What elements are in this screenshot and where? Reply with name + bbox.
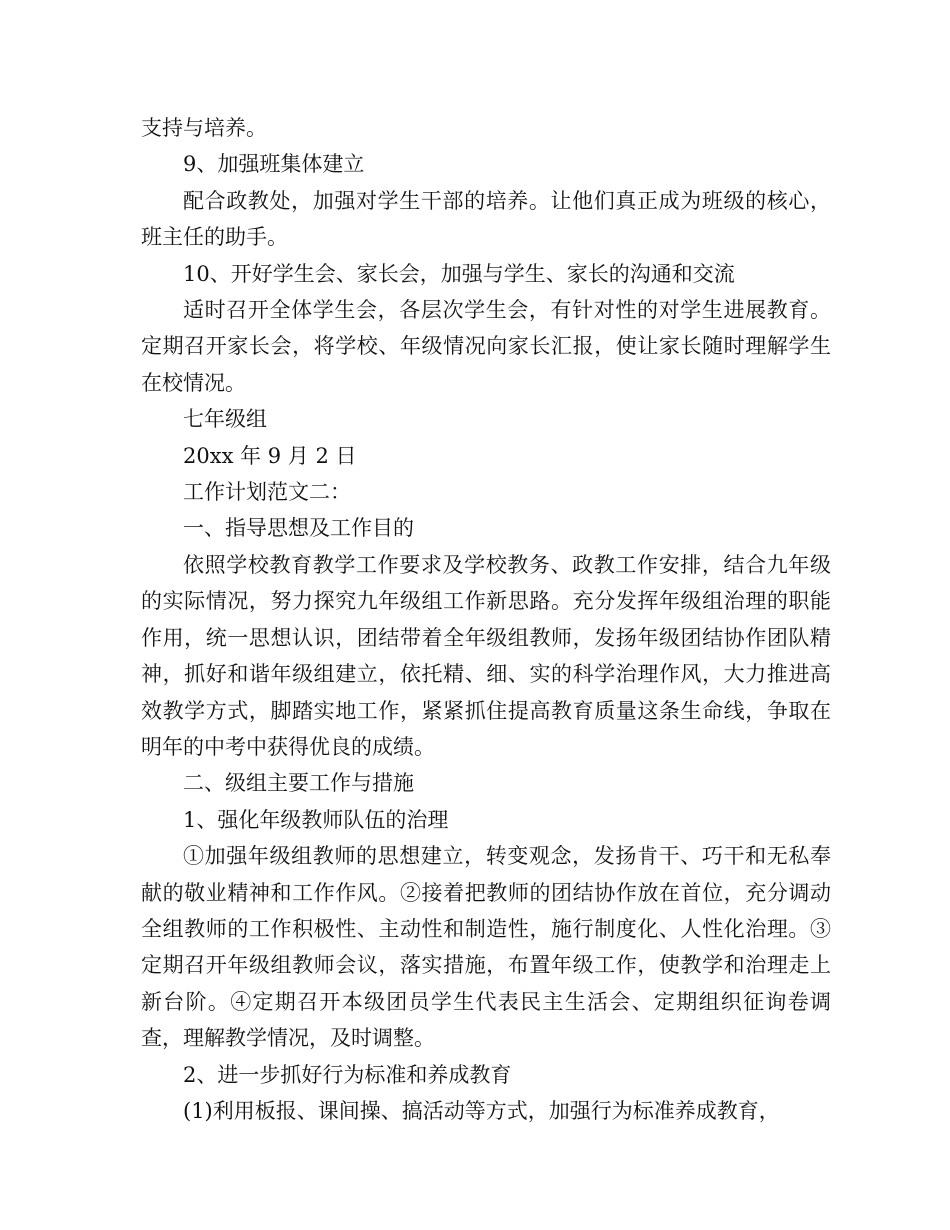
paragraph-continuation: 支持与培养。 — [141, 116, 267, 140]
heading-main-work: 二、级组主要工作与措施 — [183, 771, 414, 796]
document-body — [141, 110, 831, 1129]
heading-class-building: 9、加强班集体建立 — [183, 152, 365, 177]
paragraph-behavior-education: (1)利用板报、课间操、搞活动等方式，加强行为标准养成教育， — [183, 1098, 780, 1123]
paragraph-guiding-ideas: 依照学校教育教学工作要求及学校教务、政教工作安排，结合九年级的实际情况，努力探究九年级组工作新思路。充分发挥年级组治理的职能作用，统一思想认识，团结带着全年级组教师，发扬年级团结协作团队精神，抓好和谐年级组建立，依托精、细、实的科学治理作风，大力推进高效教学方式，脚踏实地工作，紧紧抓住提高教育质量这条生命线，争取在明年的中考中获得优良的成绩。 — [141, 552, 831, 759]
heading-teacher-team: 1、强化年级教师队伍的治理 — [183, 807, 449, 832]
paragraph-class-building: 配合政教处，加强对学生干部的培养。让他们真正成为班级的核心，班主任的助手。 — [141, 188, 831, 250]
signature-date: 20xx 年 9 月 2 日 — [183, 443, 357, 468]
heading-guiding-ideas: 一、指导思想及工作目的 — [183, 516, 414, 541]
signature-group: 七年级组 — [183, 407, 267, 432]
section-title-sample-two: 工作计划范文二： — [183, 480, 351, 505]
paragraph-meetings: 适时召开全体学生会，各层次学生会，有针对性的对学生进展教育。定期召开家长会，将学校、年级情况向家长汇报，使让家长随时理解学生在校情况。 — [141, 298, 831, 395]
paragraph-teacher-team: ①加强年级组教师的思想建立，转变观念，发扬肯干、巧干和无私奉献的敬业精神和工作作风。②接着把教师的团结协作放在首位，充分调动全组教师的工作积极性、主动性和制造性，施行制度化、人性化治理。③定期召开年级组教师会议，落实措施，布置年级工作，使教学和治理走上新台阶。④定期召开本级团员学生代表民主生活会、定期组织征询卷调查，理解教学情况，及时调整。 — [141, 844, 831, 1051]
heading-meetings: 10、开好学生会、家长会，加强与学生、家长的沟通和交流 — [183, 261, 735, 286]
heading-behavior-education: 2、进一步抓好行为标准和养成教育 — [183, 1062, 512, 1087]
